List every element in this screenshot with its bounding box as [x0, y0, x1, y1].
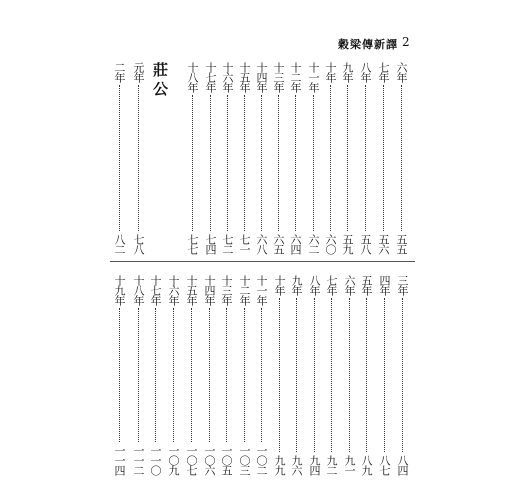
entry-label: 十七年 [204, 62, 217, 92]
entry-page: 一〇五 [220, 445, 233, 475]
dot-leader [226, 308, 227, 442]
entry-label: 十八年 [186, 62, 199, 92]
toc-entry[interactable] [272, 62, 284, 254]
toc-entry[interactable] [360, 275, 372, 475]
toc-entry[interactable] [185, 275, 197, 475]
dot-leader [155, 308, 156, 442]
dot-leader [261, 95, 262, 231]
entry-page: 九二 [325, 455, 338, 475]
entry-label: 八年 [359, 62, 372, 82]
dot-leader [210, 95, 211, 231]
entry-label: 九年 [290, 275, 303, 295]
toc-entry[interactable] [289, 62, 301, 254]
toc-entry[interactable] [221, 62, 233, 254]
dot-leader [383, 85, 384, 231]
dot-leader [314, 298, 315, 452]
entry-label: 十年 [273, 275, 286, 295]
entry-page: 八九 [360, 455, 373, 475]
dot-leader [191, 308, 192, 442]
toc-entry[interactable] [359, 62, 371, 254]
toc-entry[interactable] [238, 275, 250, 475]
entry-page: 一〇六 [203, 445, 216, 475]
section-heading [151, 62, 169, 254]
toc-entry[interactable] [132, 62, 144, 254]
dot-leader [138, 308, 139, 442]
entry-label: 十四年 [255, 62, 268, 92]
entry-label: 四年 [378, 275, 391, 295]
toc-entry[interactable] [238, 62, 250, 254]
entry-page: 六四 [289, 234, 302, 254]
entry-page: 六八 [255, 234, 268, 254]
dot-leader [313, 95, 314, 231]
entry-page: 六二 [307, 234, 320, 254]
dot-leader [227, 95, 228, 231]
dot-leader [331, 298, 332, 452]
entry-label: 十二年 [289, 62, 302, 92]
dot-leader [261, 308, 262, 442]
toc-entry[interactable] [396, 275, 408, 475]
entry-label: 十八年 [132, 275, 145, 305]
entry-label: 七年 [325, 275, 338, 295]
entry-label: 七年 [377, 62, 390, 82]
section-title: 莊公 [151, 62, 169, 100]
entry-page: 八七 [378, 455, 391, 475]
entry-label: 十六年 [167, 275, 180, 305]
toc-entry[interactable] [290, 275, 302, 475]
entry-page: 七七 [186, 234, 199, 254]
entry-page: 五九 [341, 234, 354, 254]
toc-entry[interactable] [113, 275, 125, 475]
dot-leader [173, 308, 174, 442]
entry-label: 十一年 [307, 62, 320, 92]
entry-page: 七一 [238, 234, 251, 254]
entry-label: 九年 [341, 62, 354, 82]
dot-leader [384, 298, 385, 452]
entry-page: 八二 [113, 234, 126, 254]
toc-entry[interactable] [307, 62, 319, 254]
toc-entry[interactable] [308, 275, 320, 475]
entry-page: 一一四 [113, 445, 126, 475]
dot-leader [119, 85, 120, 231]
toc-entry[interactable] [149, 275, 161, 475]
toc-entry[interactable] [378, 275, 390, 475]
dot-leader [209, 308, 210, 442]
entry-page: 一一〇 [149, 445, 162, 475]
toc-entry[interactable] [255, 275, 267, 475]
dot-leader [244, 308, 245, 442]
dot-leader [366, 298, 367, 452]
toc-entry[interactable] [186, 62, 198, 254]
toc-entry[interactable] [132, 275, 144, 475]
entry-label: 十六年 [221, 62, 234, 92]
entry-page: 七八 [132, 234, 145, 254]
dot-leader [365, 85, 366, 231]
entry-page: 五八 [359, 234, 372, 254]
dot-leader [278, 95, 279, 231]
toc-entry[interactable] [113, 62, 125, 254]
entry-page: 八四 [396, 455, 409, 475]
dot-leader [402, 298, 403, 452]
toc-entry[interactable] [395, 62, 407, 254]
entry-page: 一〇九 [167, 445, 180, 475]
entry-page: 一〇三 [238, 445, 251, 475]
running-header: 穀梁傳新譯 [338, 38, 398, 51]
entry-label: 十五年 [238, 62, 251, 92]
entry-page: 九一 [343, 455, 356, 475]
entry-label: 十七年 [149, 275, 162, 305]
entry-label: 十一年 [255, 275, 268, 305]
entry-label: 十年 [324, 62, 337, 82]
dot-leader [244, 95, 245, 231]
toc-entry[interactable] [325, 275, 337, 475]
entry-label: 十二年 [238, 275, 251, 305]
dot-leader [279, 298, 280, 452]
dot-leader [296, 298, 297, 452]
entry-label: 十四年 [203, 275, 216, 305]
toc-entry[interactable] [204, 62, 216, 254]
dot-leader [347, 85, 348, 231]
toc-entry[interactable] [203, 275, 215, 475]
entry-page: 九九 [273, 455, 286, 475]
section-divider [110, 261, 415, 262]
entry-page: 五六 [377, 234, 390, 254]
entry-label: 十九年 [113, 275, 126, 305]
entry-label: 二年 [113, 62, 126, 82]
dot-leader [119, 308, 120, 442]
entry-page: 七二 [221, 234, 234, 254]
dot-leader [401, 85, 402, 231]
toc-block-lower [110, 275, 414, 475]
dot-leader [330, 85, 331, 231]
dot-leader [295, 95, 296, 231]
entry-page: 六五 [272, 234, 285, 254]
entry-page: 九六 [290, 455, 303, 475]
entry-page: 六〇 [324, 234, 337, 254]
entry-page: 五五 [395, 234, 408, 254]
entry-label: 六年 [395, 62, 408, 82]
toc-entry[interactable] [220, 275, 232, 475]
entry-label: 十五年 [185, 275, 198, 305]
entry-page: 七四 [204, 234, 217, 254]
toc-entry[interactable] [341, 62, 353, 254]
toc-entry[interactable] [343, 275, 355, 475]
entry-label: 十三年 [272, 62, 285, 92]
dot-leader [349, 298, 350, 452]
toc-entry[interactable] [255, 62, 267, 254]
entry-page: 九四 [308, 455, 321, 475]
entry-page: 一〇二 [255, 445, 268, 475]
entry-label: 五年 [360, 275, 373, 295]
entry-label: 八年 [308, 275, 321, 295]
entry-label: 元年 [132, 62, 145, 82]
entry-label: 六年 [343, 275, 356, 295]
dot-leader [192, 95, 193, 231]
entry-label: 十三年 [220, 275, 233, 305]
entry-label: 三年 [396, 275, 409, 295]
entry-page: 一一二 [132, 445, 145, 475]
dot-leader [138, 85, 139, 231]
toc-entry[interactable] [273, 275, 285, 475]
page-number: 2 [402, 35, 410, 49]
entry-page: 一〇七 [185, 445, 198, 475]
toc-block-upper [110, 62, 414, 254]
toc-entry[interactable] [324, 62, 336, 254]
toc-entry[interactable] [167, 275, 179, 475]
toc-entry[interactable] [377, 62, 389, 254]
